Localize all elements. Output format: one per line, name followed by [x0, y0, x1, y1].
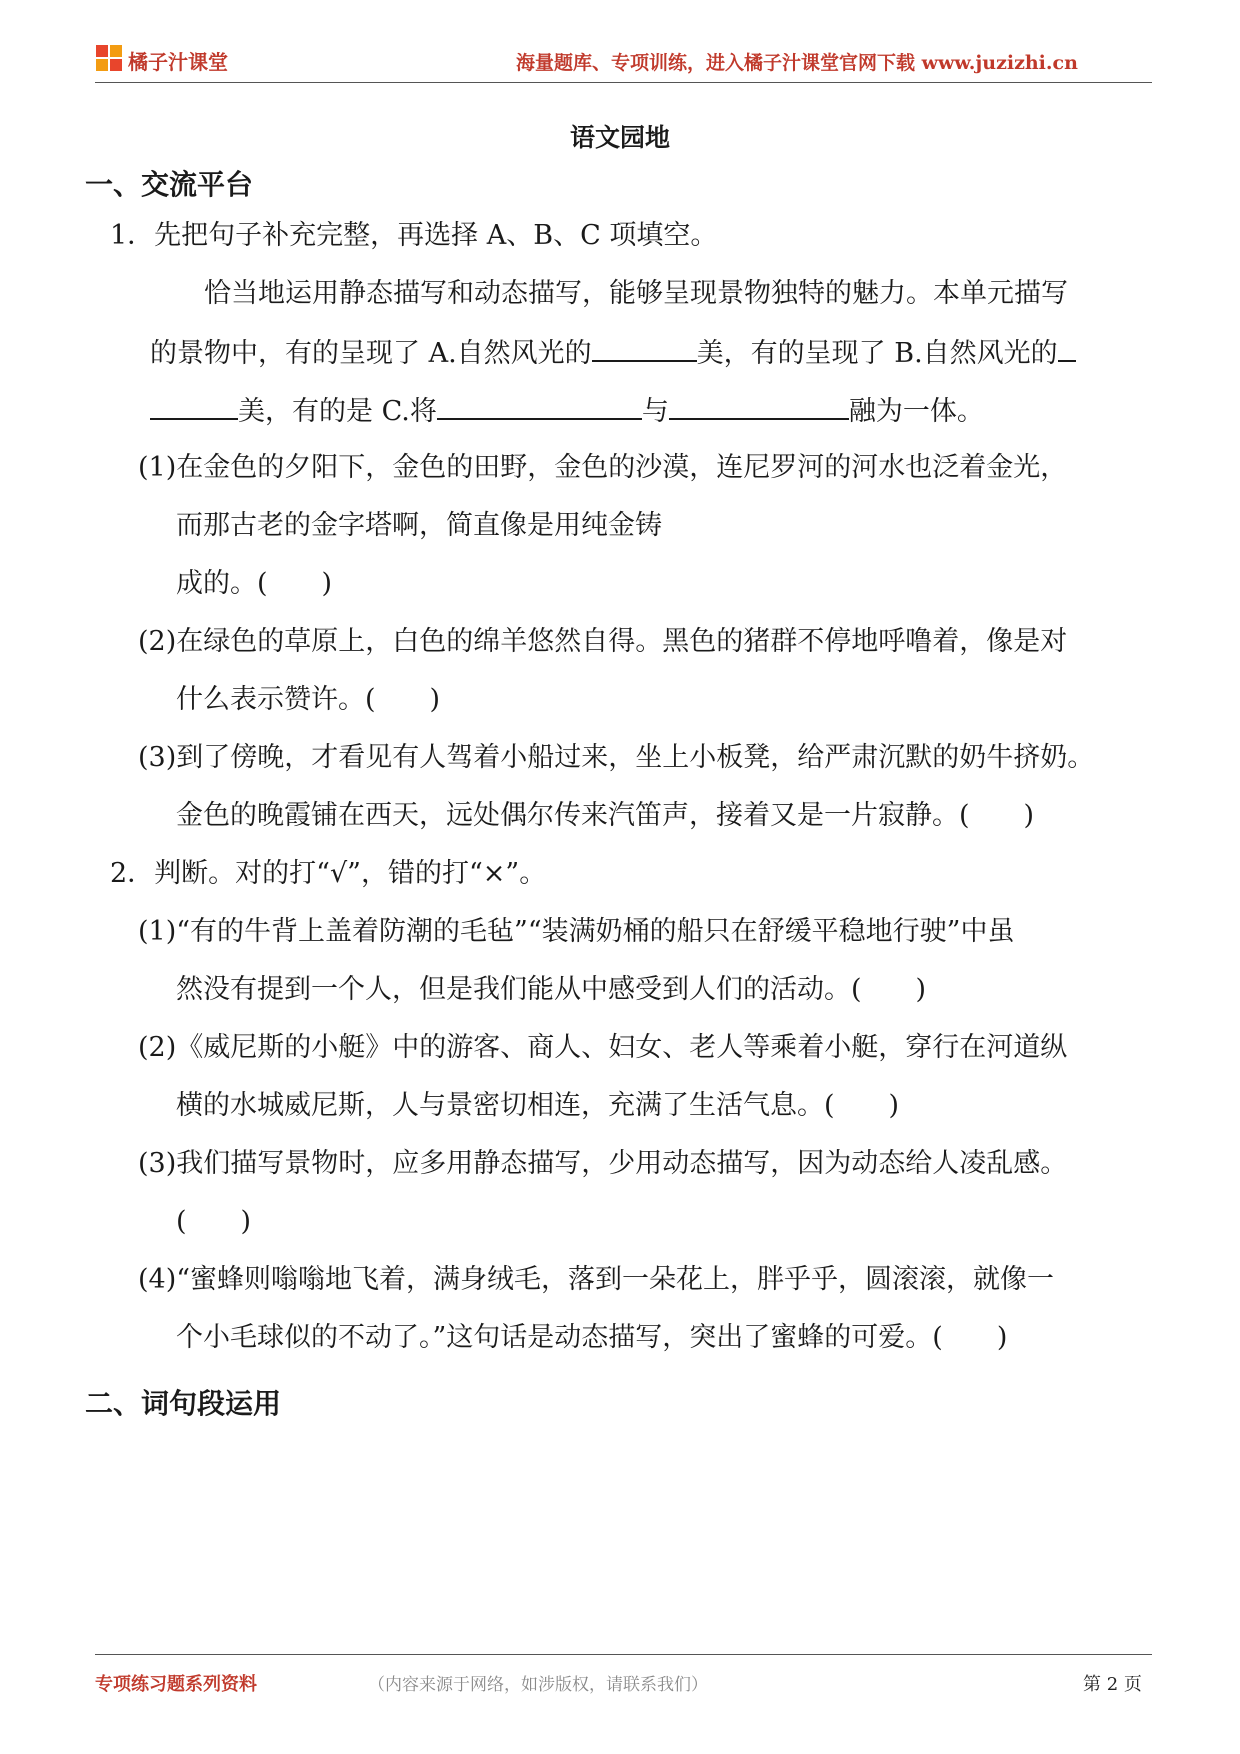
q2-item-1-line-1: (1)“有的牛背上盖着防潮的毛毡”“装满奶桶的船只在舒缓平稳地行驶”中虽 [138, 916, 1015, 947]
blank-b-start[interactable] [1058, 338, 1076, 362]
blank-a[interactable] [592, 338, 697, 362]
section-heading-1: 一、交流平台 [85, 168, 254, 201]
q1-prompt: 1．先把句子补充完整，再选择 A、B、C 项填空。 [110, 220, 718, 251]
q1-text-3a: 美，有的是 C.将 [238, 396, 437, 427]
footer-series: 专项练习题系列资料 [95, 1674, 257, 1695]
header-slogan[interactable]: 海量题库、专项训练，进入橘子汁课堂官网下载 www.juzizhi.cn [516, 52, 1078, 74]
q1-item-2-line-2[interactable]: 什么表示赞许。( ) [176, 684, 441, 715]
q2-item-2-line-2[interactable]: 横的水城威尼斯，人与景密切相连，充满了生活气息。( ) [176, 1090, 900, 1121]
q2-item-1-line-2[interactable]: 然没有提到一个人，但是我们能从中感受到人们的活动。( ) [176, 974, 927, 1005]
header-brand: 橘子汁课堂 [128, 50, 228, 74]
q2-item-4-line-1: (4)“蜜蜂则嗡嗡地飞着，满身绒毛，落到一朵花上，胖乎乎，圆滚滚，就像一 [138, 1264, 1055, 1295]
q2-item-3-line-1: (3)我们描写景物时，应多用静态描写，少用动态描写，因为动态给人凌乱感。 [138, 1148, 1068, 1179]
footer-divider [95, 1654, 1152, 1655]
q1-text-3c: 融为一体。 [848, 396, 984, 427]
q2-item-2-line-1: (2)《威尼斯的小艇》中的游客、商人、妇女、老人等乘着小艇，穿行在河道纵 [138, 1032, 1068, 1063]
page-title: 语文园地 [569, 123, 670, 152]
section-heading-2: 二、词句段运用 [85, 1387, 282, 1420]
q1-text-3b: 与 [641, 396, 669, 427]
q1-paragraph-line-2 [150, 338, 1076, 367]
blank-c2[interactable] [669, 396, 849, 420]
q1-item-1-line-3[interactable]: 成的。( ) [176, 568, 333, 599]
q1-paragraph-line-3 [150, 396, 984, 425]
q1-text-2a: 的景物中，有的呈现了 A.自然风光的 [150, 338, 592, 369]
q1-paragraph-line-1: 恰当地运用静态描写和动态描写，能够呈现景物独特的魅力。本单元描写 [204, 278, 1068, 309]
blank-c1[interactable] [437, 396, 642, 420]
blank-b-end[interactable] [150, 396, 238, 420]
q2-item-3-line-2[interactable]: ( ) [176, 1206, 252, 1237]
q1-item-1-line-1: (1)在金色的夕阳下，金色的田野，金色的沙漠，连尼罗河的河水也泛着金光， [138, 452, 1068, 483]
q1-text-2b: 美，有的呈现了 B.自然风光的 [696, 338, 1058, 369]
q1-item-1-line-2: 而那古老的金字塔啊，简直像是用纯金铸 [176, 510, 662, 541]
q2-prompt: 2．判断。对的打“√”，错的打“×”。 [110, 858, 547, 889]
q2-item-4-line-2[interactable]: 个小毛球似的不动了。”这句话是动态描写，突出了蜜蜂的可爱。( ) [176, 1322, 1008, 1353]
q1-item-3-line-2[interactable]: 金色的晚霞铺在西天，远处偶尔传来汽笛声，接着又是一片寂静。( ) [176, 800, 1035, 831]
footer-disclaimer: （内容来源于网络，如涉版权，请联系我们） [368, 1675, 708, 1695]
header-divider [95, 82, 1152, 83]
brand-logo-icon [95, 44, 125, 74]
page-number: 第 2 页 [1083, 1674, 1142, 1695]
q1-item-3-line-1: (3)到了傍晚，才看见有人驾着小船过来，坐上小板凳，给严肃沉默的奶牛挤奶。 [138, 742, 1095, 773]
q1-item-2-line-1: (2)在绿色的草原上，白色的绵羊悠然自得。黑色的猪群不停地呼噜着，像是对 [138, 626, 1068, 657]
